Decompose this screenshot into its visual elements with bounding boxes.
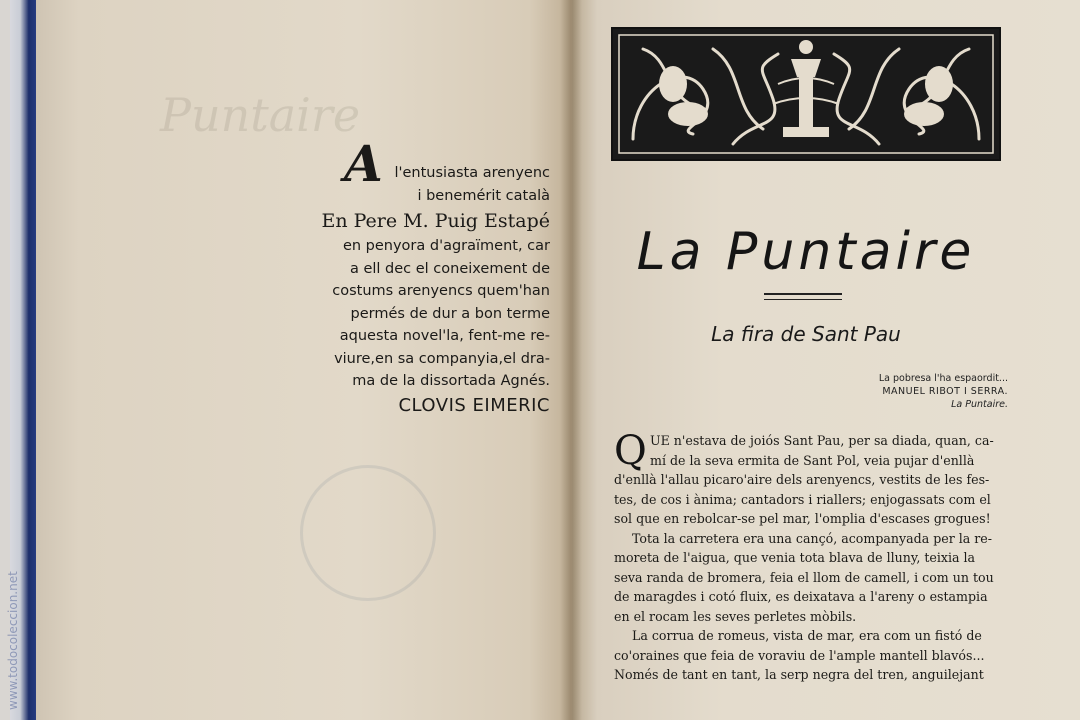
dedication-line: aquesta novel'la, fent-me re- [339,328,550,344]
body-line: UE n'estava de joiós Sant Pau, per sa diada, quan, ca- [650,433,994,448]
book-gutter [560,0,582,720]
body-line: moreta de l'aigua, que venia tota blava de lluny, teixia la [614,550,976,565]
dedication-line: viure,en sa companyia,el dra- [334,350,550,367]
dedication-line: i benemérit català [417,187,550,204]
dedication-line: ma de la dissortada Agnés. [352,373,550,389]
watermark: www.todocoleccion.net [6,571,20,710]
body-line: seva randa de bromera, feia el llom de camell, i com un tou [614,569,994,585]
body-line: sol que en rebolcar-se pel mar, l'omplia d'escases grogues! [614,511,991,526]
body-line: tes, de cos i ànima; cantadors i riallers; enjogassats com el [614,491,991,507]
dedication-opening [300,162,550,207]
dedication-name: En Pere M. Puig Estapé [321,210,550,232]
body-line: de maragdes i cotó fluix, es deixatava a l'areny o estampia [614,589,988,604]
body-line: d'enllà l'allau picaro'aire dels arenyencs, vestits de les fes- [614,472,990,487]
faded-stamp [300,465,436,601]
ornamental-headpiece-icon [611,27,1001,161]
chapter-title: La Puntaire [636,222,976,282]
body-line: co'oraines que feia de voraviu de l'ample mantell blavós... [614,647,985,663]
dedication-line: costums arenyencs quem'han [332,283,550,299]
epigraph-quote: La pobresa l'ha espaordit... [878,373,1008,384]
body-line: mí de la seva ermita de Sant Pol, veia pujar d'enllà [650,452,975,468]
epigraph [780,372,1008,411]
dedication-line: a ell dec el coneixement de [349,260,550,277]
dedication-signature: CLOVIS EIMERIC [398,394,550,416]
body-line: en el rocam les seves perletes mòbils. [614,608,857,624]
body-line: La corrua de romeus, vista de mar, era com un fistó de [632,628,982,643]
chapter-subtitle: La fira de Sant Pau [711,322,901,346]
dedication-line: en penyora d'agraïment, car [342,238,550,254]
dedication [300,134,550,419]
title-rule [764,293,842,300]
body-line: Només de tant en tant, la serp negra del tren, anguilejant [614,667,984,682]
dedication-line: l'entusiasta arenyenc [394,165,550,181]
dedication-drop-initial: A [344,134,383,193]
bleed-through-text: Puntaire [160,88,361,142]
body-drop-initial: Q [614,428,647,474]
body-line: Tota la carretera era una cançó, acompanyada per la re- [632,530,993,546]
body-text [614,428,1008,685]
epigraph-author: MANUEL RIBOT I SERRA. [882,386,1008,397]
epigraph-work: La Puntaire. [951,399,1008,410]
dedication-line: permés de dur a bon terme [350,305,550,322]
